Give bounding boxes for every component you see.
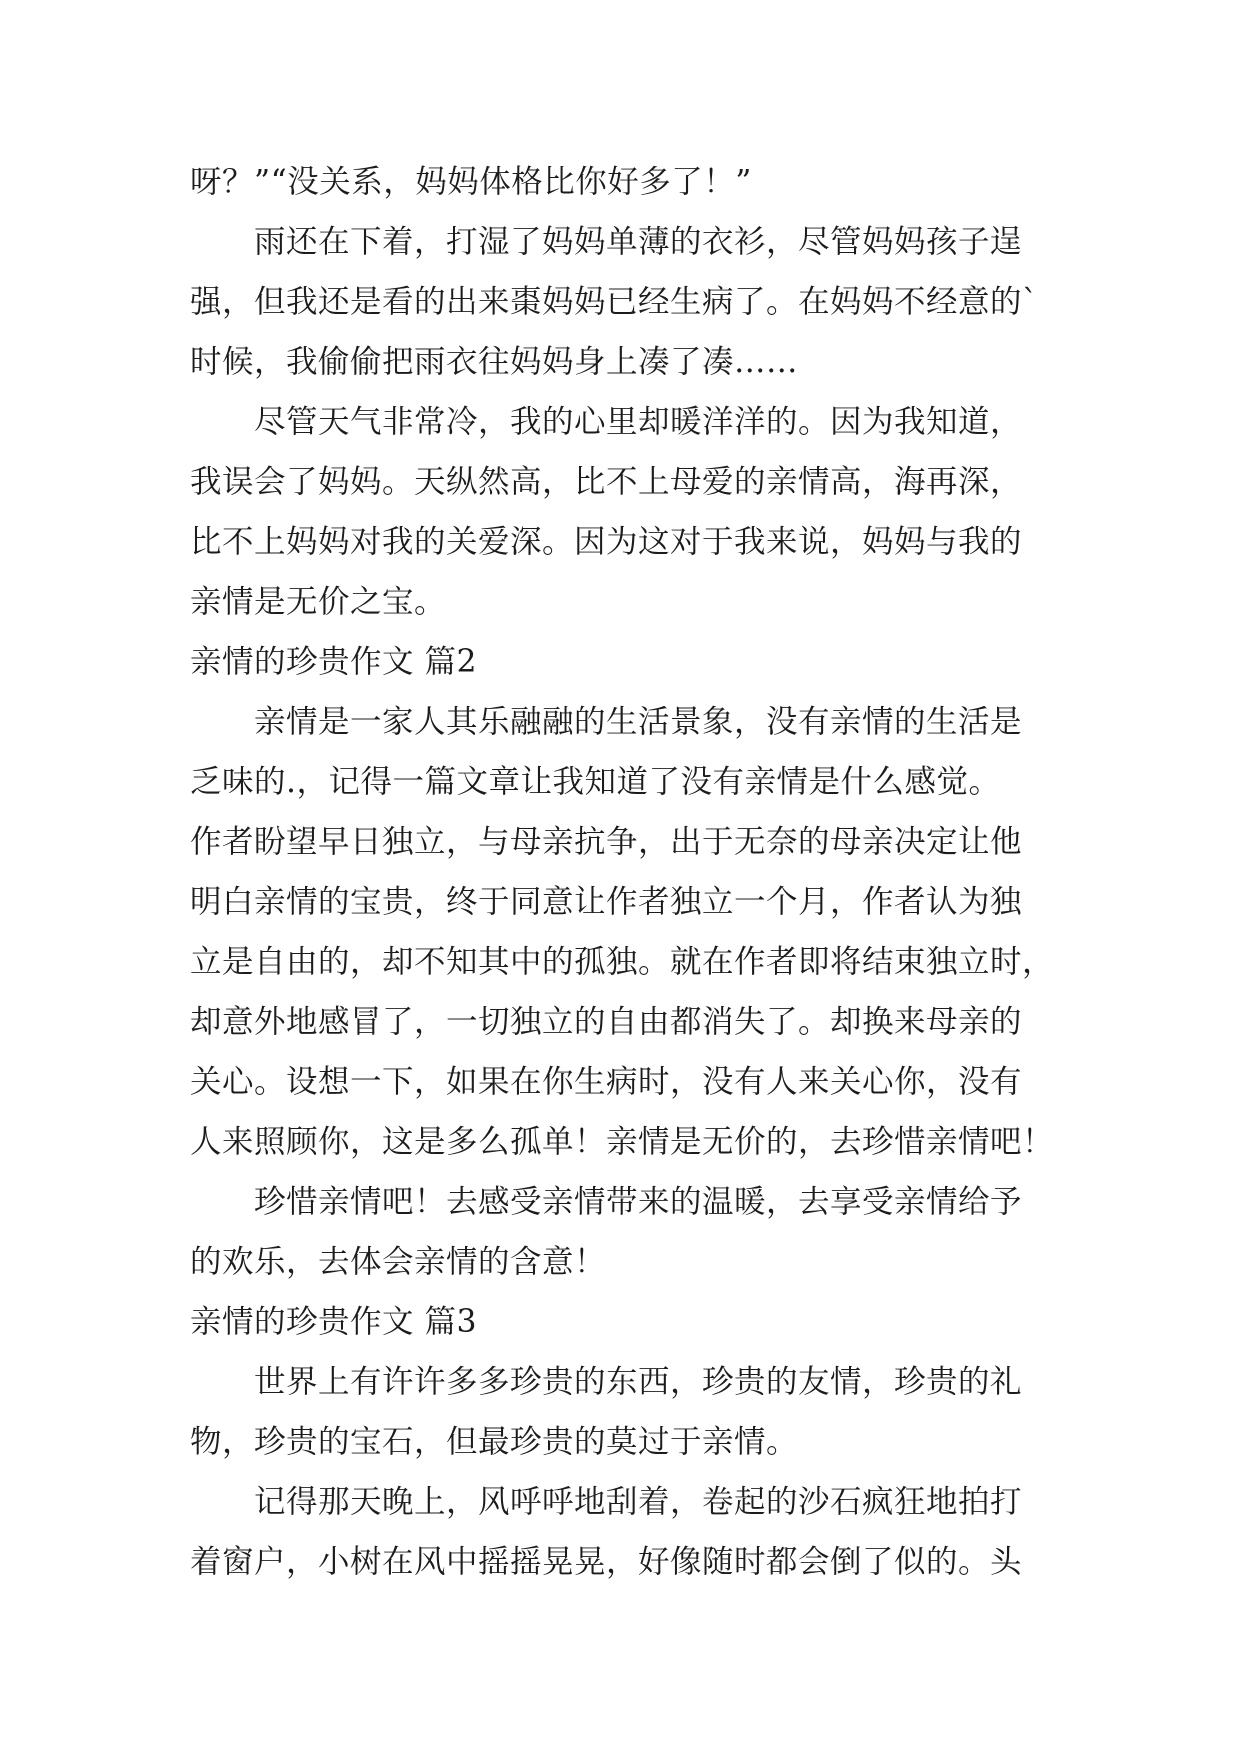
text-line: 物，珍贵的宝石，但最珍贵的莫过于亲情。	[190, 1424, 799, 1460]
text-line: 比不上妈妈对我的关爱深。因为这对于我来说，妈妈与我的	[190, 524, 1023, 560]
paragraph-first-line: 亲情是一家人其乐融融的生活景象，没有亲情的生活是	[254, 704, 1023, 740]
paragraph-first-line: 尽管天气非常冷，我的心里却暖洋洋的。因为我知道，	[254, 404, 1023, 440]
text-line: 立是自由的，却不知其中的孤独。就在作者即将结束独立时，	[190, 944, 1055, 980]
text-line: 的欢乐，去体会亲情的含意！	[190, 1244, 607, 1280]
text-line: 亲情是无价之宝。	[190, 584, 447, 620]
paragraph-first-line: 珍惜亲情吧！去感受亲情带来的温暖，去享受亲情给予	[254, 1184, 1023, 1220]
text-line: 时候，我偷偷把雨衣往妈妈身上凑了凑……	[190, 344, 799, 380]
text-line: 强，但我还是看的出来棗妈妈已经生病了。在妈妈不经意的`	[190, 284, 1039, 320]
paragraph-first-line: 雨还在下着，打湿了妈妈单薄的衣衫，尽管妈妈孩子逞	[254, 224, 1023, 260]
text-line: 呀？”“没关系，妈妈体格比你好多了！”	[190, 164, 752, 200]
text-line: 明白亲情的宝贵，终于同意让作者独立一个月，作者认为独	[190, 884, 1023, 920]
text-line: 人来照顾你，这是多么孤单！亲情是无价的，去珍惜亲情吧！	[190, 1124, 1055, 1160]
section-heading: 亲情的珍贵作文 篇2	[190, 644, 478, 680]
paragraph-first-line: 世界上有许许多多珍贵的东西，珍贵的友情，珍贵的礼	[254, 1364, 1023, 1400]
document-body	[190, 152, 1055, 1592]
text-line: 着窗户，小树在风中摇摇晃晃，好像随时都会倒了似的。头	[190, 1544, 1023, 1580]
section-heading: 亲情的珍贵作文 篇3	[190, 1304, 478, 1340]
text-line: 作者盼望早日独立，与母亲抗争，出于无奈的母亲决定让他	[190, 824, 1023, 860]
text-line: 关心。设想一下，如果在你生病时，没有人来关心你，没有	[190, 1064, 1023, 1100]
text-line: 却意外地感冒了，一切独立的自由都消失了。却换来母亲的	[190, 1004, 1023, 1040]
paragraph-first-line: 记得那天晚上，风呼呼地刮着，卷起的沙石疯狂地拍打	[254, 1484, 1023, 1520]
text-line: 我误会了妈妈。天纵然高，比不上母爱的亲情高，海再深，	[190, 464, 1023, 500]
text-line: 乏味的.，记得一篇文章让我知道了没有亲情是什么感觉。	[190, 764, 1001, 800]
